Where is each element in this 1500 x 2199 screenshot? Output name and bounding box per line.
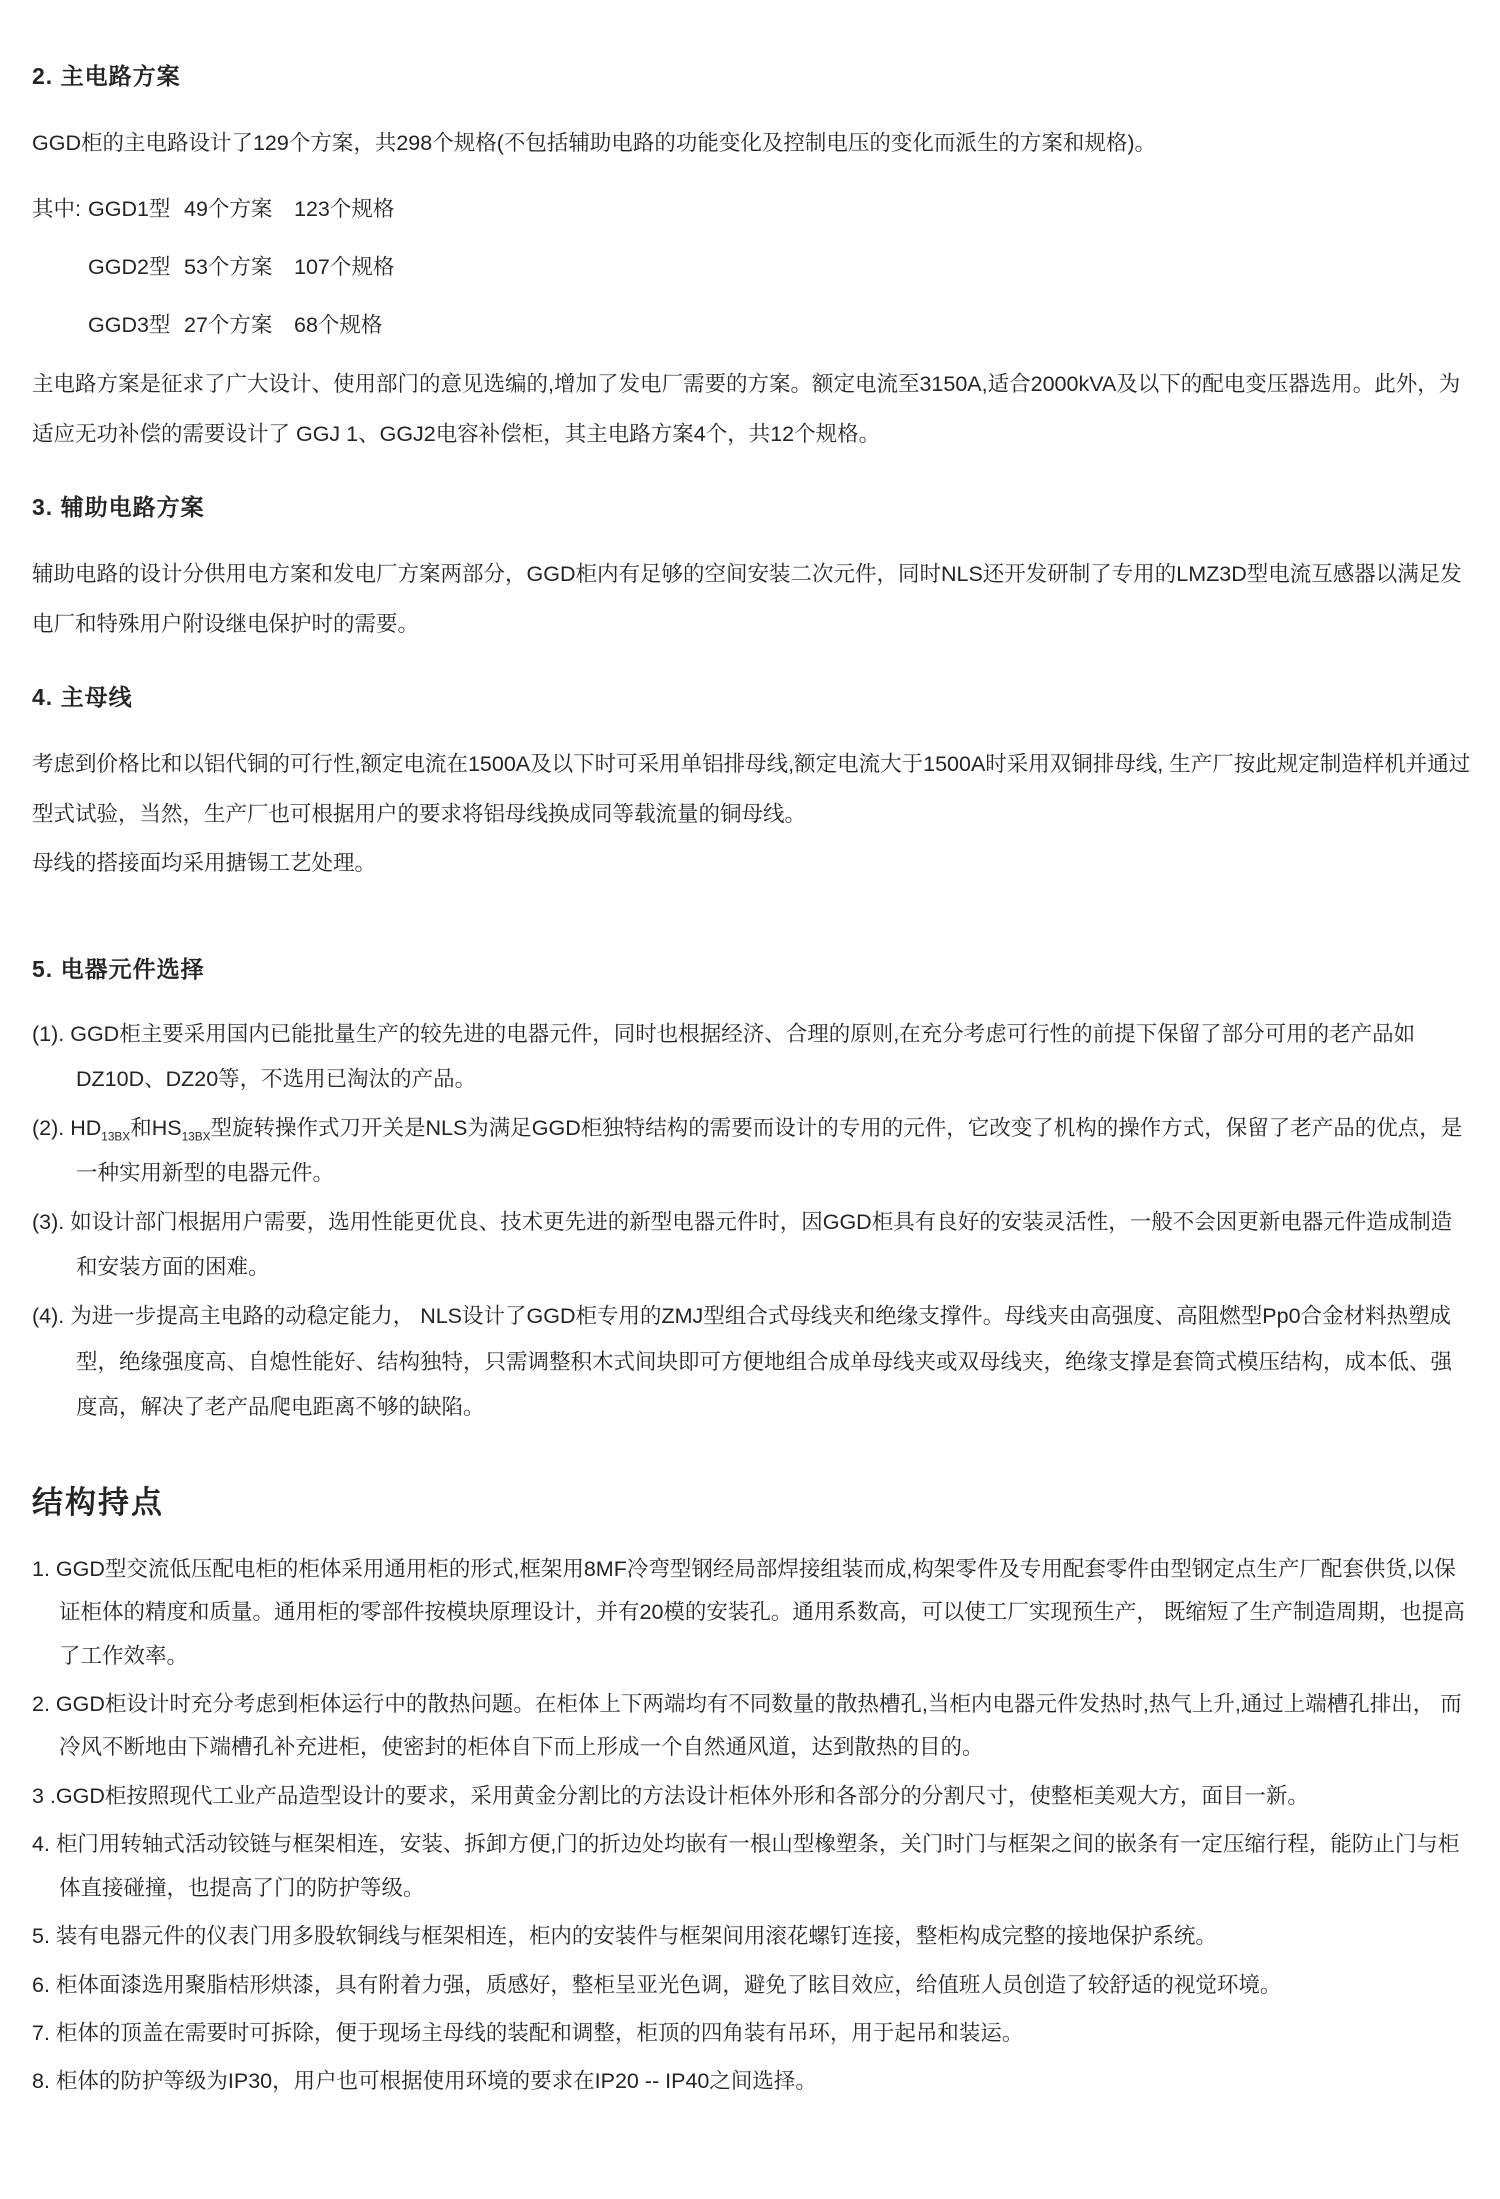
structure-item-6: 6. 柜体面漆选用聚脂桔形烘漆，具有附着力强，质感好，整柜呈亚光色调，避免了眩目效应，给值班人员创造了较舒适的视觉环境。 bbox=[32, 1972, 1282, 1997]
structure-item-5: 5. 装有电器元件的仪表门用多股软铜线与框架相连，柜内的安装件与框架间用滚花螺钉连接，整柜构成完整的接地保护系统。 bbox=[32, 1924, 1217, 1949]
spec-model: GGD2型 bbox=[88, 254, 171, 279]
main-circuit-paragraph: GGD柜的主电路设计了129个方案，共298个规格(不包括辅助电路的功能变化及控制电压的变化而派生的方案和规格)。 bbox=[32, 131, 1157, 155]
item-2-subscript-2: 13BX bbox=[181, 1128, 211, 1143]
structure-item-8: 8. 柜体的防护等级为IP30，用户也可根据使用环境的要求在IP20 -- IP40之间选择。 bbox=[32, 2069, 817, 2094]
spec-model: GGD1型 bbox=[88, 196, 171, 221]
spec-row-ggd3 bbox=[88, 294, 1472, 352]
aux-circuit-paragraph: 辅助电路的设计分供用电方案和发电厂方案两部分，GGD柜内有足够的空间安装二次元件，同时NLS还开发研制了专用的LMZ3D型电流互感器以满足发电厂和特殊用户附设继电保护时的需要。 bbox=[32, 562, 1462, 636]
section-component-selection-heading: 5. 电器元件选择 bbox=[32, 955, 205, 982]
structure-item-3: 3 .GGD柜按照现代工业产品造型设计的要求，采用黄金分割比的方法设计柜体外形和各部分的分割尺寸，使整柜美观大方，面目一新。 bbox=[32, 1783, 1309, 1808]
structure-item-4: 4. 柜门用转轴式活动铰链与框架相连，安装、拆卸方便,门的折边处均嵌有一根山型橡塑条，关门时门与框架之间的嵌条有一定压缩行程，能防止门与柜体直接碰撞，也提高了门的防护等级。 bbox=[32, 1832, 1460, 1900]
item-2-mid: 和HS bbox=[130, 1115, 182, 1140]
item-2-rest: 型旋转操作式刀开关是NLS为满足GGD柜独特结构的需要而设计的专用的元件，它改变了机构的操作方式，保留了老产品的优点，是一种实用新型的电器元件。 bbox=[76, 1115, 1463, 1186]
spec-formats-count: 123个规格 bbox=[294, 196, 395, 221]
spec-row-ggd1 bbox=[32, 178, 1472, 236]
structure-item-2: 2. GGD柜设计时充分考虑到柜体运行中的散热问题。在柜体上下两端均有不同数量的散热槽孔,当柜内电器元件发热时,热气上升,通过上端槽孔排出， 而冷风不断地由下端槽孔补充进柜，使密封的柜体自下而上形成一个自然通风道，达到散热的目的。 bbox=[32, 1691, 1462, 1760]
spec-formats-count: 68个规格 bbox=[294, 312, 383, 337]
busbar-tinning-paragraph: 母线的搭接面均采用搪锡工艺处理。 bbox=[32, 851, 377, 876]
spec-schemes-count: 49个方案 bbox=[184, 196, 273, 221]
component-item-2 bbox=[32, 1106, 1472, 1197]
spec-schemes-count: 53个方案 bbox=[184, 254, 273, 279]
component-item-1: (1). GGD柜主要采用国内已能批量生产的较先进的电器元件，同时也根据经济、合理的原则,在充分考虑可行性的前提下保留了部分可用的老产品如DZ10D、DZ20等，不选用已淘汰的产品。 bbox=[32, 1021, 1416, 1092]
section-main-circuit-heading: 2. 主电路方案 bbox=[32, 63, 181, 89]
component-item-3: (3). 如设计部门根据用户需要，选用性能更优良、技术更先进的新型电器元件时，因GGD柜具有良好的安装灵活性，一般不会因更新电器元件造成制造和安装方面的困难。 bbox=[32, 1209, 1453, 1280]
structure-features-heading: 结构持点 bbox=[32, 1484, 164, 1520]
item-2-prefix: (2). HD bbox=[32, 1115, 102, 1140]
structure-item-7: 7. 柜体的顶盖在需要时可拆除，便于现场主母线的装配和调整，柜顶的四角装有吊环，用于起吊和装运。 bbox=[32, 2020, 1024, 2045]
model-spec-list bbox=[32, 178, 1472, 352]
main-busbar-paragraph: 考虑到价格比和以铝代铜的可行性,额定电流在1500A及以下时可采用单铝排母线,额定电流大于1500A时采用双铜排母线, 生产厂按此规定制造样机并通过型式试验，当然，生产厂也可根据用户的要求将铝母线换成同等载流量的铜母线。 bbox=[32, 752, 1471, 826]
main-circuit-paragraph-2: 主电路方案是征求了广大设计、使用部门的意见选编的,增加了发电厂需要的方案。额定电流至3150A,适合2000kVA及以下的配电变压器选用。此外，为适应无功补偿的需要设计了 GGJ 1、GGJ2电容补偿柜，其主电路方案4个，共12个规格。 bbox=[32, 372, 1461, 446]
section-aux-circuit-heading: 3. 辅助电路方案 bbox=[32, 494, 205, 521]
component-item-4: (4). 为进一步提高主电路的动稳定能力， NLS设计了GGD柜专用的ZMJ型组合式母线夹和绝缘支撑件。母线夹由高强度、高阻燃型Pp0合金材料热塑成型，绝缘强度高、自熄性能好、结构独特，只需调整积木式间块即可方便地组合成单母线夹或双母线夹，绝缘支撑是套筒式模压结构，成本低、强度高，解决了老产品爬电距离不够的缺陷。 bbox=[32, 1303, 1453, 1420]
spec-row-ggd2 bbox=[88, 236, 1472, 294]
section-main-busbar-heading: 4. 主母线 bbox=[32, 684, 133, 711]
structure-item-1: 1. GGD型交流低压配电柜的柜体采用通用柜的形式,框架用8MF冷弯型钢经局部焊接组装而成,构架零件及专用配套零件由型钢定点生产厂配套供货,以保证柜体的精度和质量。通用柜的零部件按模块原理设计，并有20模的安装孔。通用系数高，可以使工厂实现预生产， 既缩短了生产制造周期，也提高了工作效率。 bbox=[32, 1556, 1465, 1668]
spec-schemes-count: 27个方案 bbox=[184, 312, 273, 337]
spec-list-label: 其中: bbox=[32, 196, 81, 221]
spec-model: GGD3型 bbox=[88, 312, 171, 337]
item-2-subscript-1: 13BX bbox=[101, 1128, 131, 1143]
structure-features-list bbox=[32, 1548, 1472, 2104]
spec-formats-count: 107个规格 bbox=[294, 254, 395, 279]
component-selection-list bbox=[32, 1012, 1472, 1431]
